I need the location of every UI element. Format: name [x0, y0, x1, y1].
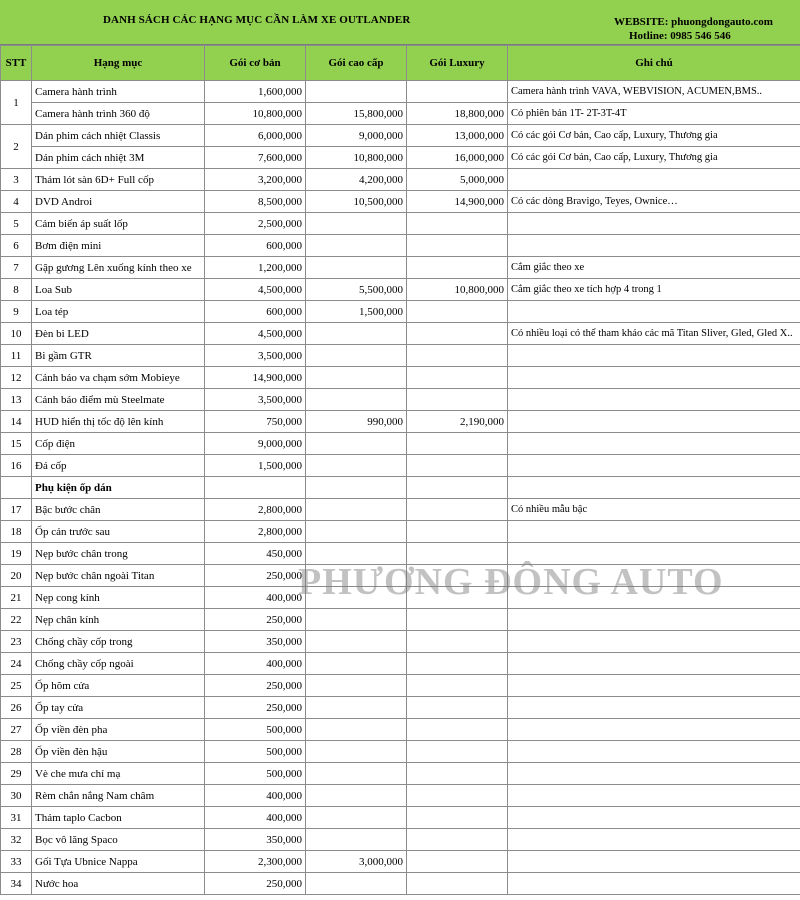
cell-luxury [407, 741, 508, 763]
cell-luxury [407, 389, 508, 411]
cell-basic: 350,000 [205, 829, 306, 851]
cell-stt: 9 [1, 301, 32, 323]
cell-luxury [407, 345, 508, 367]
cell-luxury: 10,800,000 [407, 279, 508, 301]
cell-premium [306, 323, 407, 345]
cell-item: Dán phim cách nhiệt 3M [32, 147, 205, 169]
cell-premium [306, 499, 407, 521]
cell-premium [306, 587, 407, 609]
cell-item: Ốp cản trước sau [32, 521, 205, 543]
cell-premium [306, 521, 407, 543]
cell-basic: 500,000 [205, 719, 306, 741]
cell-luxury [407, 807, 508, 829]
table-row [1, 543, 800, 565]
cell-premium [306, 763, 407, 785]
cell-item: Cốp điện [32, 433, 205, 455]
cell-stt: 10 [1, 323, 32, 345]
cell-basic [205, 477, 306, 499]
table-row [1, 565, 800, 587]
cell-premium [306, 807, 407, 829]
cell-premium [306, 675, 407, 697]
table-row [1, 697, 800, 719]
table-row [1, 653, 800, 675]
price-table [0, 45, 800, 895]
table-row [1, 521, 800, 543]
cell-note [508, 763, 800, 785]
cell-luxury [407, 851, 508, 873]
table-body [1, 81, 800, 895]
col-header-item: Hạng mục [32, 46, 205, 81]
cell-premium [306, 235, 407, 257]
cell-note [508, 697, 800, 719]
cell-item: Đèn bi LED [32, 323, 205, 345]
cell-premium [306, 345, 407, 367]
cell-premium [306, 565, 407, 587]
cell-stt: 31 [1, 807, 32, 829]
cell-stt: 24 [1, 653, 32, 675]
cell-item: Bậc bước chân [32, 499, 205, 521]
cell-note [508, 653, 800, 675]
cell-luxury: 18,800,000 [407, 103, 508, 125]
cell-note [508, 543, 800, 565]
table-row [1, 499, 800, 521]
cell-basic: 400,000 [205, 587, 306, 609]
cell-premium [306, 389, 407, 411]
cell-basic: 2,300,000 [205, 851, 306, 873]
cell-note: Camera hành trình VAVA, WEBVISION, ACUMEN,BMS.. [508, 81, 800, 103]
cell-item: Gập gương Lên xuống kính theo xe [32, 257, 205, 279]
cell-basic: 250,000 [205, 565, 306, 587]
cell-item: Ốp viền đèn pha [32, 719, 205, 741]
cell-stt: 13 [1, 389, 32, 411]
cell-luxury: 5,000,000 [407, 169, 508, 191]
cell-note [508, 389, 800, 411]
cell-note [508, 631, 800, 653]
cell-luxury [407, 763, 508, 785]
cell-note [508, 807, 800, 829]
cell-basic: 3,500,000 [205, 389, 306, 411]
cell-premium: 10,800,000 [306, 147, 407, 169]
cell-basic: 250,000 [205, 675, 306, 697]
cell-basic: 3,500,000 [205, 345, 306, 367]
cell-basic: 250,000 [205, 873, 306, 895]
cell-note [508, 719, 800, 741]
cell-item: Loa Sub [32, 279, 205, 301]
cell-basic: 9,000,000 [205, 433, 306, 455]
cell-basic: 400,000 [205, 807, 306, 829]
cell-luxury [407, 257, 508, 279]
cell-note [508, 367, 800, 389]
table-row [1, 807, 800, 829]
col-header-basic: Gói cơ bản [205, 46, 306, 81]
cell-item: Camera hành trình 360 độ [32, 103, 205, 125]
cell-stt: 27 [1, 719, 32, 741]
cell-premium: 9,000,000 [306, 125, 407, 147]
cell-premium [306, 477, 407, 499]
cell-stt: 25 [1, 675, 32, 697]
table-row [1, 785, 800, 807]
cell-item: Gối Tựa Ubnice Nappa [32, 851, 205, 873]
cell-luxury [407, 873, 508, 895]
cell-item: Camera hành trình [32, 81, 205, 103]
cell-stt: 14 [1, 411, 32, 433]
cell-note: Có phiên bản 1T- 2T-3T-4T [508, 103, 800, 125]
cell-note: Cắm giắc theo xe [508, 257, 800, 279]
col-header-stt: STT [1, 46, 32, 81]
cell-basic: 600,000 [205, 235, 306, 257]
cell-luxury [407, 719, 508, 741]
cell-item: Bọc vô lăng Spaco [32, 829, 205, 851]
cell-luxury [407, 235, 508, 257]
cell-luxury: 14,900,000 [407, 191, 508, 213]
cell-stt: 32 [1, 829, 32, 851]
cell-luxury [407, 213, 508, 235]
table-row [1, 873, 800, 895]
cell-basic: 600,000 [205, 301, 306, 323]
cell-premium [306, 455, 407, 477]
cell-stt: 29 [1, 763, 32, 785]
cell-note [508, 741, 800, 763]
table-row [1, 81, 800, 103]
col-header-premium: Gói cao cấp [306, 46, 407, 81]
section-row [1, 477, 800, 499]
cell-note: Có nhiều mẫu bậc [508, 499, 800, 521]
cell-stt: 33 [1, 851, 32, 873]
cell-luxury [407, 433, 508, 455]
table-row [1, 609, 800, 631]
cell-basic: 500,000 [205, 741, 306, 763]
table-row [1, 455, 800, 477]
cell-note [508, 235, 800, 257]
cell-basic: 400,000 [205, 785, 306, 807]
cell-stt: 12 [1, 367, 32, 389]
cell-note [508, 609, 800, 631]
cell-premium [306, 543, 407, 565]
cell-stt: 18 [1, 521, 32, 543]
cell-stt: 1 [1, 81, 32, 125]
cell-stt: 15 [1, 433, 32, 455]
cell-luxury: 13,000,000 [407, 125, 508, 147]
cell-note [508, 785, 800, 807]
cell-luxury [407, 587, 508, 609]
table-row [1, 675, 800, 697]
cell-stt: 2 [1, 125, 32, 169]
cell-stt: 22 [1, 609, 32, 631]
cell-basic: 1,600,000 [205, 81, 306, 103]
cell-luxury [407, 609, 508, 631]
cell-luxury [407, 81, 508, 103]
cell-note: Có các gói Cơ bản, Cao cấp, Luxury, Thương gia [508, 125, 800, 147]
cell-note [508, 829, 800, 851]
cell-note [508, 169, 800, 191]
cell-premium [306, 719, 407, 741]
cell-item: Dán phim cách nhiệt Classis [32, 125, 205, 147]
table-row [1, 345, 800, 367]
cell-basic: 450,000 [205, 543, 306, 565]
cell-item: Thảm taplo Cacbon [32, 807, 205, 829]
table-row [1, 103, 800, 125]
cell-basic: 250,000 [205, 697, 306, 719]
cell-note: Có các dòng Bravigo, Teyes, Ownice… [508, 191, 800, 213]
table-header-row [1, 46, 800, 81]
cell-item: Cảm biến áp suất lốp [32, 213, 205, 235]
cell-note: Có nhiều loại có thể tham khảo các mã Titan Sliver, Gled, Gled X.. [508, 323, 800, 345]
cell-basic: 6,000,000 [205, 125, 306, 147]
table-row [1, 323, 800, 345]
cell-luxury [407, 323, 508, 345]
table-row [1, 213, 800, 235]
cell-premium: 990,000 [306, 411, 407, 433]
cell-note [508, 455, 800, 477]
cell-premium: 1,500,000 [306, 301, 407, 323]
cell-basic: 500,000 [205, 763, 306, 785]
cell-note: Có các gói Cơ bản, Cao cấp, Luxury, Thương gia [508, 147, 800, 169]
cell-basic: 4,500,000 [205, 323, 306, 345]
cell-basic: 2,500,000 [205, 213, 306, 235]
cell-stt: 17 [1, 499, 32, 521]
cell-luxury: 2,190,000 [407, 411, 508, 433]
cell-item: Nẹp bước chân ngoài Titan [32, 565, 205, 587]
cell-luxury [407, 499, 508, 521]
cell-premium [306, 631, 407, 653]
cell-item: Ốp hõm cửa [32, 675, 205, 697]
cell-note [508, 521, 800, 543]
cell-stt: 30 [1, 785, 32, 807]
cell-note [508, 213, 800, 235]
table-row [1, 851, 800, 873]
cell-luxury [407, 455, 508, 477]
table-row [1, 389, 800, 411]
table-row [1, 279, 800, 301]
cell-stt: 4 [1, 191, 32, 213]
cell-note [508, 477, 800, 499]
cell-stt: 19 [1, 543, 32, 565]
table-row [1, 125, 800, 147]
cell-item: Chống chầy cốp ngoài [32, 653, 205, 675]
cell-basic: 350,000 [205, 631, 306, 653]
table-row [1, 741, 800, 763]
cell-item: HUD hiển thị tốc độ lên kính [32, 411, 205, 433]
cell-basic: 1,200,000 [205, 257, 306, 279]
cell-basic: 8,500,000 [205, 191, 306, 213]
cell-note [508, 345, 800, 367]
cell-stt: 7 [1, 257, 32, 279]
table-row [1, 631, 800, 653]
cell-stt: 6 [1, 235, 32, 257]
cell-item: Vè che mưa chỉ mạ [32, 763, 205, 785]
cell-item: Bi gầm GTR [32, 345, 205, 367]
cell-stt: 8 [1, 279, 32, 301]
cell-premium [306, 367, 407, 389]
hotline-text: Hotline: 0985 546 546 [629, 30, 731, 42]
cell-premium [306, 433, 407, 455]
cell-premium: 4,200,000 [306, 169, 407, 191]
cell-item: Cảnh báo điểm mù Steelmate [32, 389, 205, 411]
cell-stt: 21 [1, 587, 32, 609]
cell-premium [306, 873, 407, 895]
cell-premium [306, 697, 407, 719]
cell-luxury [407, 543, 508, 565]
table-row [1, 169, 800, 191]
cell-luxury [407, 631, 508, 653]
cell-premium [306, 653, 407, 675]
cell-luxury [407, 675, 508, 697]
title-bar [0, 0, 800, 45]
cell-luxury [407, 301, 508, 323]
table-row [1, 367, 800, 389]
website-text: WEBSITE: phuongdongauto.com [614, 16, 773, 28]
cell-item: Nẹp bước chân trong [32, 543, 205, 565]
cell-note [508, 851, 800, 873]
cell-item: Phụ kiện ốp dán [32, 477, 205, 499]
table-row [1, 719, 800, 741]
cell-basic: 750,000 [205, 411, 306, 433]
cell-luxury [407, 565, 508, 587]
cell-basic: 2,800,000 [205, 499, 306, 521]
table-row [1, 301, 800, 323]
cell-note: Cắm giắc theo xe tích hợp 4 trong 1 [508, 279, 800, 301]
cell-note [508, 565, 800, 587]
table-row [1, 763, 800, 785]
cell-basic: 250,000 [205, 609, 306, 631]
cell-premium [306, 609, 407, 631]
cell-luxury [407, 477, 508, 499]
cell-item: Loa tép [32, 301, 205, 323]
cell-item: Đá cốp [32, 455, 205, 477]
cell-stt [1, 477, 32, 499]
cell-stt: 20 [1, 565, 32, 587]
cell-basic: 400,000 [205, 653, 306, 675]
table-row [1, 191, 800, 213]
cell-stt: 5 [1, 213, 32, 235]
cell-luxury: 16,000,000 [407, 147, 508, 169]
cell-basic: 7,600,000 [205, 147, 306, 169]
cell-luxury [407, 367, 508, 389]
cell-item: Rèm chắn nắng Nam châm [32, 785, 205, 807]
cell-item: Nước hoa [32, 873, 205, 895]
cell-stt: 3 [1, 169, 32, 191]
cell-item: Chống chầy cốp trong [32, 631, 205, 653]
cell-basic: 2,800,000 [205, 521, 306, 543]
cell-premium [306, 829, 407, 851]
cell-premium [306, 213, 407, 235]
cell-note [508, 587, 800, 609]
cell-note [508, 675, 800, 697]
cell-luxury [407, 829, 508, 851]
cell-premium: 15,800,000 [306, 103, 407, 125]
col-header-note: Ghi chú [508, 46, 800, 81]
col-header-luxury: Gói Luxury [407, 46, 508, 81]
table-row [1, 829, 800, 851]
cell-premium: 5,500,000 [306, 279, 407, 301]
cell-luxury [407, 521, 508, 543]
table-row [1, 235, 800, 257]
cell-luxury [407, 697, 508, 719]
cell-premium: 10,500,000 [306, 191, 407, 213]
cell-item: Nẹp chân kính [32, 609, 205, 631]
cell-premium: 3,000,000 [306, 851, 407, 873]
cell-item: Ốp viền đèn hậu [32, 741, 205, 763]
table-row [1, 587, 800, 609]
cell-basic: 4,500,000 [205, 279, 306, 301]
cell-luxury [407, 653, 508, 675]
cell-stt: 11 [1, 345, 32, 367]
cell-premium [306, 257, 407, 279]
cell-premium [306, 785, 407, 807]
cell-stt: 34 [1, 873, 32, 895]
page-title: DANH SÁCH CÁC HẠNG MỤC CẦN LÀM XE OUTLANDER [103, 14, 411, 26]
cell-note [508, 411, 800, 433]
cell-stt: 28 [1, 741, 32, 763]
table-row [1, 433, 800, 455]
cell-item: Ốp tay cửa [32, 697, 205, 719]
watermark-text: PHƯƠNG ĐÔNG AUTO [298, 561, 724, 603]
cell-item: Cảnh báo va chạm sớm Mobieye [32, 367, 205, 389]
cell-basic: 1,500,000 [205, 455, 306, 477]
cell-item: Nẹp cong kính [32, 587, 205, 609]
cell-item: DVD Androi [32, 191, 205, 213]
cell-item: Bơm điện mini [32, 235, 205, 257]
cell-premium [306, 81, 407, 103]
cell-note [508, 301, 800, 323]
cell-basic: 14,900,000 [205, 367, 306, 389]
table-row [1, 257, 800, 279]
cell-item: Thảm lót sàn 6D+ Full cốp [32, 169, 205, 191]
table-row [1, 147, 800, 169]
table-row [1, 411, 800, 433]
cell-stt: 16 [1, 455, 32, 477]
cell-basic: 10,800,000 [205, 103, 306, 125]
cell-stt: 23 [1, 631, 32, 653]
cell-stt: 26 [1, 697, 32, 719]
cell-basic: 3,200,000 [205, 169, 306, 191]
cell-premium [306, 741, 407, 763]
cell-luxury [407, 785, 508, 807]
cell-note [508, 873, 800, 895]
cell-note [508, 433, 800, 455]
